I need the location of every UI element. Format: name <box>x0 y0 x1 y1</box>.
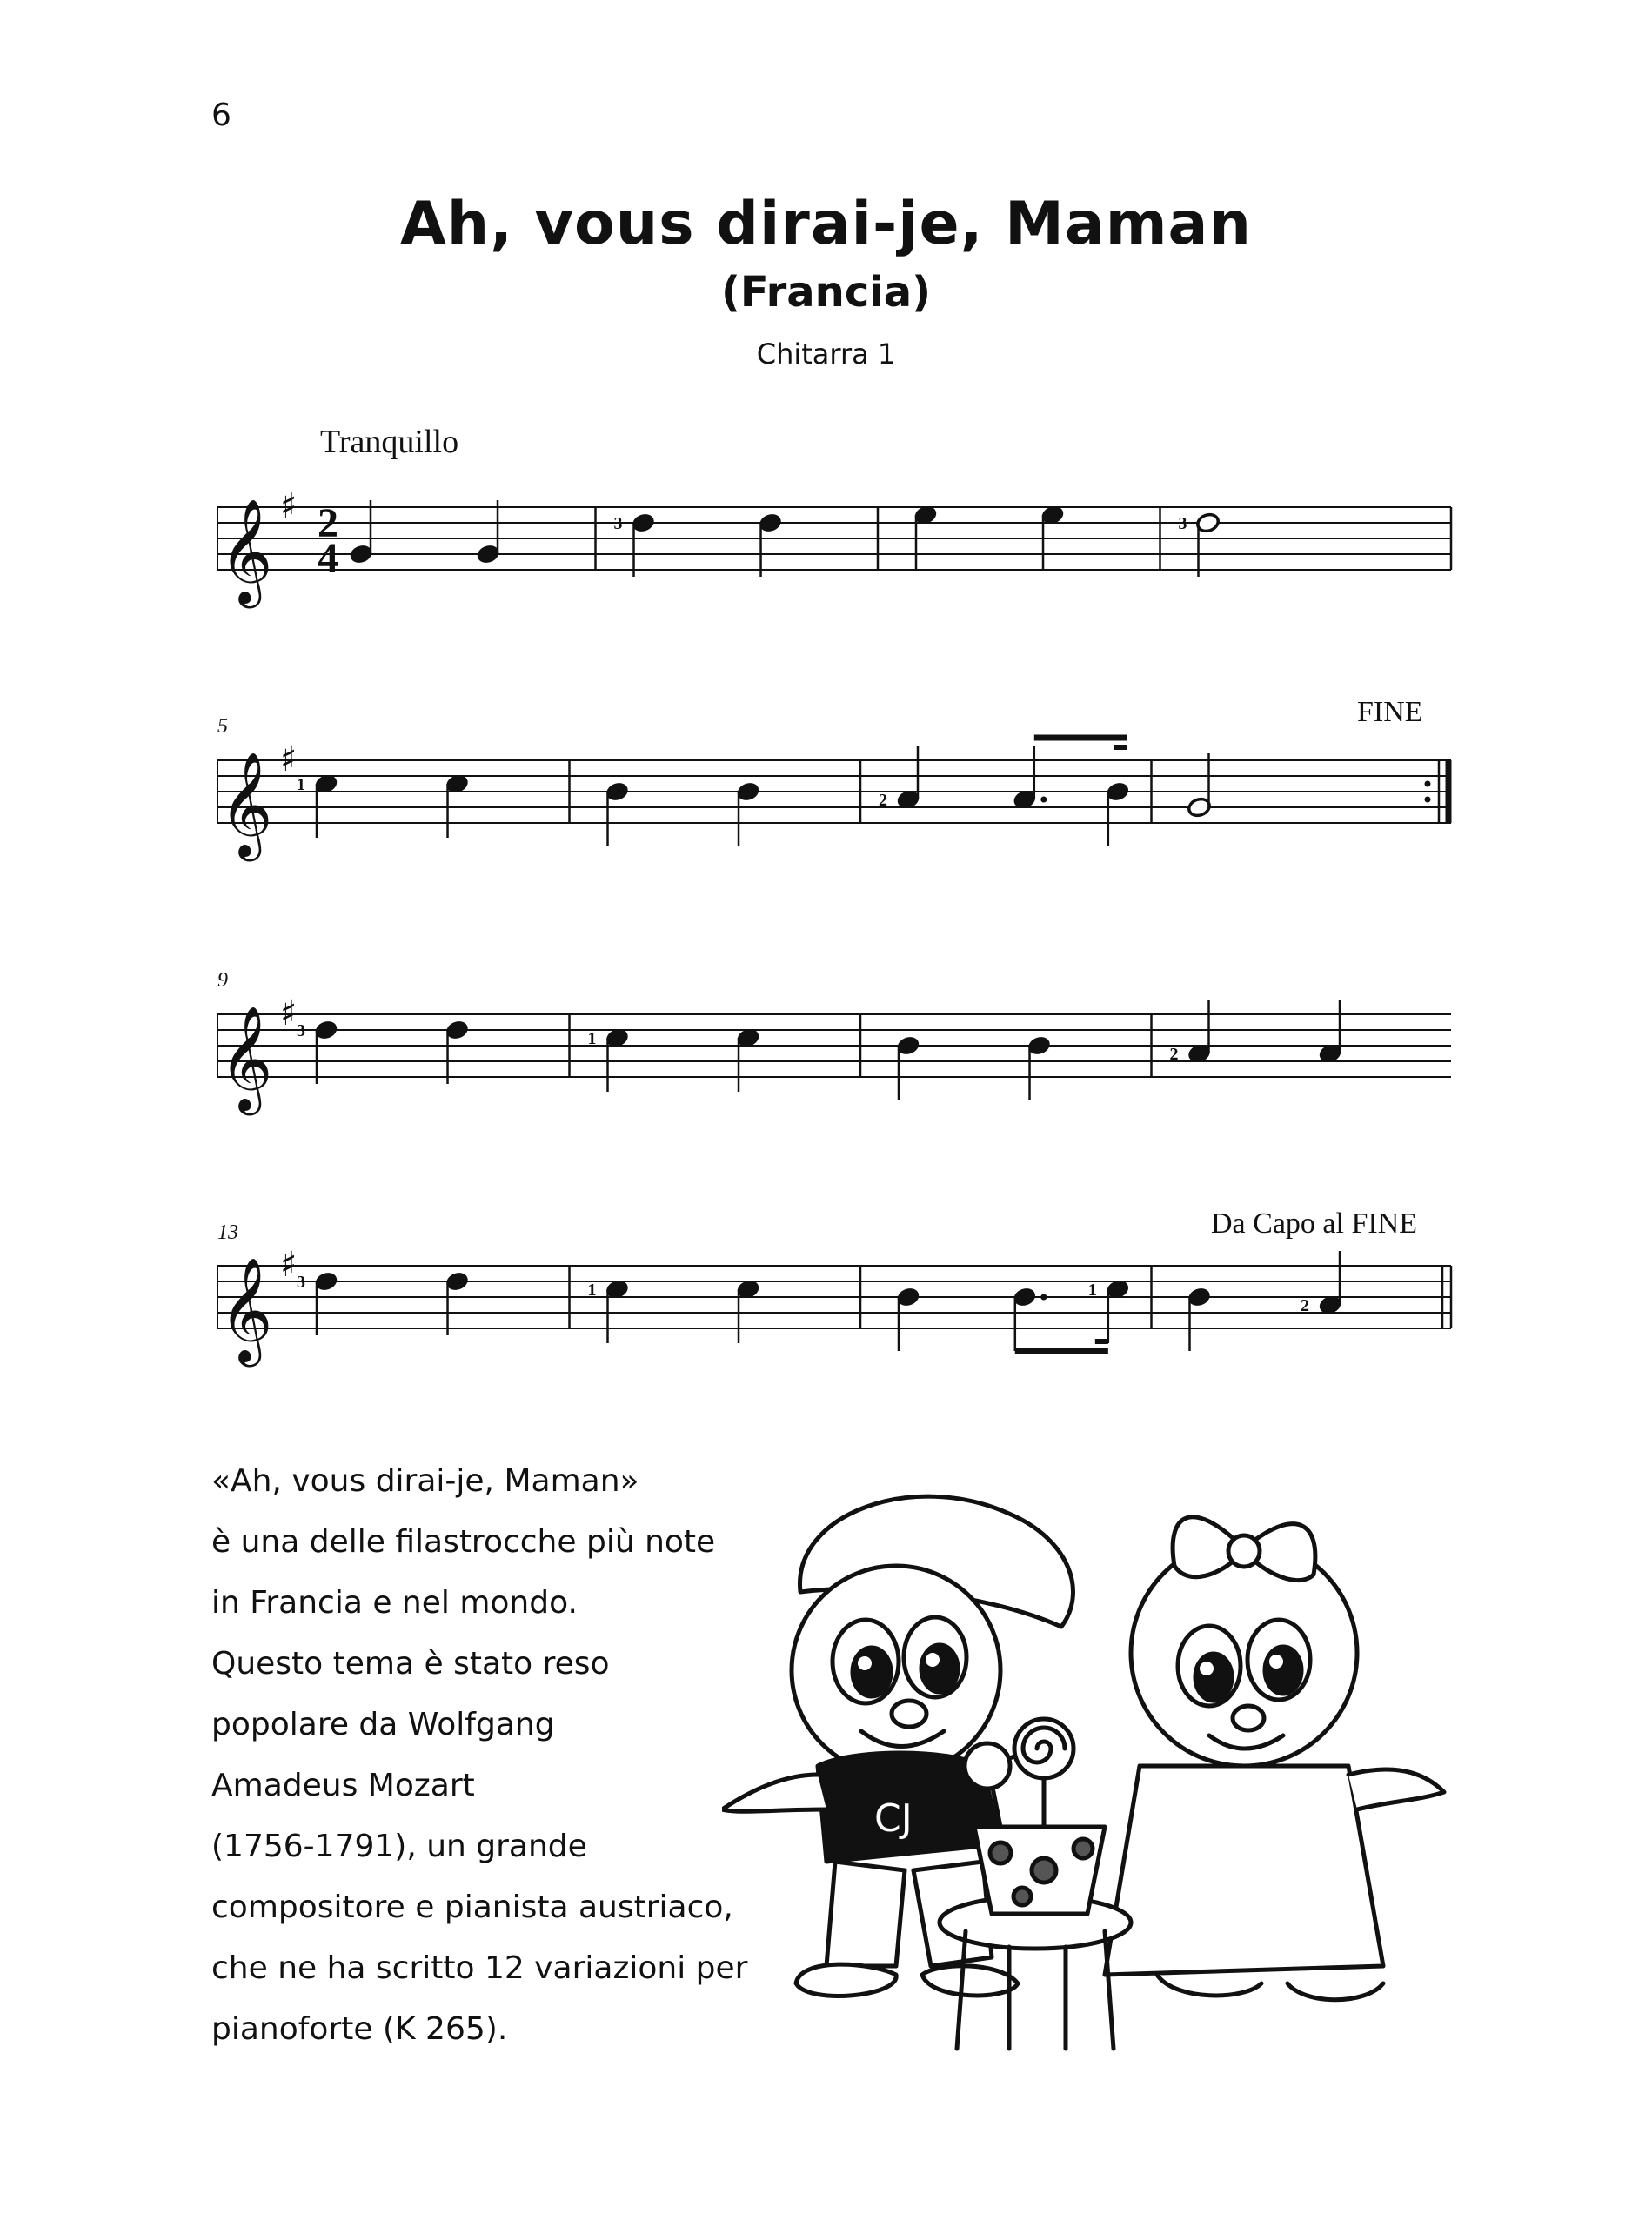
description-line: è una delle filastrocche più note <box>211 1524 716 1560</box>
treble-clef-icon: 𝄞 <box>219 498 273 604</box>
description-line: Amadeus Mozart <box>211 1768 475 1803</box>
repeat-dot <box>1425 781 1431 787</box>
fingering: 1 <box>587 1029 597 1048</box>
time-signature-bottom: 4 <box>318 535 338 581</box>
cartoon-illustration <box>722 1461 1453 2053</box>
fingering: 2 <box>879 791 887 810</box>
description-line: (1756-1791), un grande <box>211 1829 587 1864</box>
song-title: Ah, vous dirai-je, Maman <box>400 190 1252 258</box>
time-signature-top: 2 <box>318 500 338 546</box>
key-sharp-icon: ♯ <box>280 993 298 1033</box>
shirt-text: CJ <box>874 1796 913 1841</box>
description-line: compositore e pianista austriaco, <box>211 1889 733 1925</box>
fingering: 1 <box>1087 1281 1097 1300</box>
fingering: 3 <box>1178 514 1187 533</box>
tempo-marking: Tranquillo <box>320 424 459 460</box>
measure-number-9: 9 <box>217 969 228 992</box>
dot <box>1040 1294 1047 1301</box>
fingering: 3 <box>297 1273 305 1292</box>
dot <box>1040 797 1047 803</box>
measure-number-13: 13 <box>217 1221 238 1244</box>
girl-dress <box>1105 1766 1383 1975</box>
girl-nose <box>1233 1706 1264 1730</box>
key-sharp-icon: ♯ <box>280 739 298 779</box>
fingering: 2 <box>1301 1296 1310 1315</box>
fingering: 1 <box>587 1281 597 1300</box>
description-text <box>211 1451 786 2060</box>
measure-number-5: 5 <box>217 715 228 738</box>
fingering: 3 <box>613 514 623 533</box>
page-number: 6 <box>211 97 231 133</box>
key-sharp-icon: ♯ <box>280 486 298 526</box>
instrument-part: Chitarra 1 <box>756 338 896 371</box>
description-line: Questo tema è stato reso <box>211 1646 610 1682</box>
description-line: in Francia e nel mondo. <box>211 1585 578 1621</box>
song-origin: (Francia) <box>720 268 932 317</box>
fingering: 1 <box>297 775 305 794</box>
description-line: che ne ha scritto 12 variazioni per <box>211 1950 748 1986</box>
fingering: 3 <box>297 1021 305 1040</box>
description-line: «Ah, vous dirai-je, Maman» <box>211 1463 639 1499</box>
treble-clef-icon: 𝄞 <box>219 751 273 857</box>
repeat-dot <box>1425 797 1431 803</box>
key-sharp-icon: ♯ <box>280 1245 298 1285</box>
treble-clef-icon: 𝄞 <box>219 1005 273 1111</box>
fingering: 2 <box>1169 1045 1179 1064</box>
description-line: pianoforte (K 265). <box>211 2011 508 2047</box>
description-line: popolare da Wolfgang <box>211 1707 555 1742</box>
da-capo-marking: Da Capo al FINE <box>1211 1207 1418 1240</box>
boy-nose <box>892 1701 926 1727</box>
fine-marking: FINE <box>1357 696 1423 728</box>
treble-clef-icon: 𝄞 <box>219 1256 273 1362</box>
